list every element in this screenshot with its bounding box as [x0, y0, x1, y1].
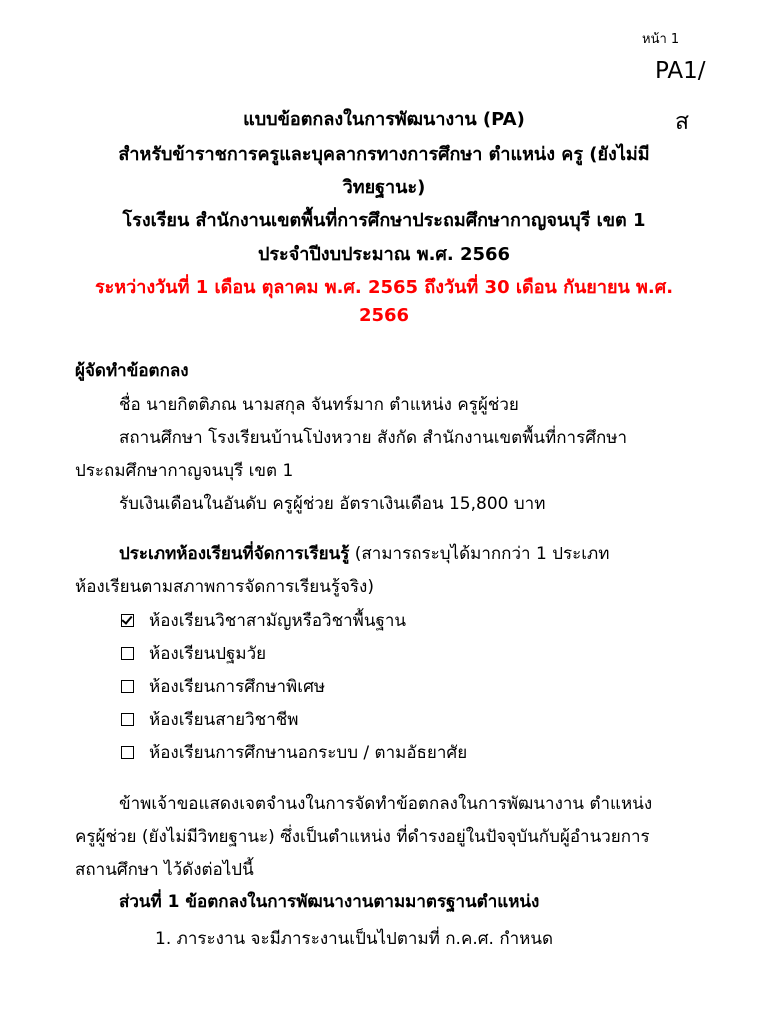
- statement-line-1: ข้าพเจ้าขอแสดงเจตจำนงในการจัดทำข้อตกลงในการพัฒนางาน ตำแหน่ง: [119, 794, 653, 814]
- option-label: ห้องเรียนการศึกษานอกระบบ / ตามอัธยาศัย: [149, 743, 468, 763]
- part-1-title: ส่วนที่ 1 ข้อตกลงในการพัฒนางานตามมาตรฐานตำแหน่ง: [119, 892, 540, 912]
- checkbox-checked-icon[interactable]: [121, 614, 134, 627]
- page-number: หน้า 1: [642, 32, 680, 47]
- heading-line-2: สำหรับข้าราชการครูและบุคลากรทางการศึกษา ตำแหน่ง ครู (ยังไม่มี: [118, 144, 650, 165]
- classroom-type-note: (สามารถระบุได้มากกว่า 1 ประเภท: [349, 544, 610, 564]
- name-line: ชื่อ นายกิตติภณ นามสกุล จันทร์มาก ตำแหน่ง ครูผู้ช่วย: [119, 395, 519, 415]
- heading-line-3: วิทยฐานะ): [342, 177, 426, 198]
- school-line-1: สถานศึกษา โรงเรียนบ้านโป่งหวาย สังกัด สำนักงานเขตพื้นที่การศึกษา: [119, 428, 628, 448]
- classroom-option-non-formal[interactable]: [121, 739, 467, 766]
- classroom-option-special-education[interactable]: [121, 673, 325, 700]
- form-code: PA1/: [655, 58, 706, 84]
- option-label: ห้องเรียนการศึกษาพิเศษ: [149, 677, 326, 697]
- classroom-option-early-childhood[interactable]: [121, 640, 266, 667]
- option-label: ห้องเรียนวิชาสามัญหรือวิชาพื้นฐาน: [149, 611, 407, 631]
- period-line-2: 2566: [358, 305, 410, 326]
- statement-line-2: ครูผู้ช่วย (ยังไม่มีวิทยฐานะ) ซึ่งเป็นตำแหน่ง ที่ดำรงอยู่ในปัจจุบันกับผู้อำนวยการ: [75, 827, 650, 847]
- heading-line-5: ประจำปีงบประมาณ พ.ศ. 2566: [257, 244, 511, 265]
- school-line-2: ประถมศึกษากาญจนบุรี เขต 1: [75, 461, 294, 481]
- classroom-type-note-line-2: ห้องเรียนตามสภาพการจัดการเรียนรู้จริง): [75, 577, 374, 597]
- statement-line-3: สถานศึกษา ไว้ดังต่อไปนี้: [75, 860, 254, 880]
- checkbox-empty-icon[interactable]: [121, 713, 134, 726]
- classroom-type-title: ประเภทห้องเรียนที่จัดการเรียนรู้: [119, 544, 350, 564]
- part-1-item-1: 1. ภาระงาน จะมีภาระงานเป็นไปตามที่ ก.ค.ศ. กำหนด: [155, 929, 554, 949]
- period-line-1: ระหว่างวันที่ 1 เดือน ตุลาคม พ.ศ. 2565 ถึงวันที่ 30 เดือน กันยายน พ.ศ.: [94, 277, 674, 298]
- option-label: ห้องเรียนสายวิชาชีพ: [149, 710, 299, 730]
- heading-line-1: แบบข้อตกลงในการพัฒนางาน (PA): [243, 109, 525, 130]
- heading-line-4: โรงเรียน สำนักงานเขตพื้นที่การศึกษาประถมศึกษากาญจนบุรี เขต 1: [122, 210, 646, 231]
- checkbox-empty-icon[interactable]: [121, 680, 134, 693]
- classroom-option-vocational[interactable]: [121, 706, 299, 733]
- checkbox-empty-icon[interactable]: [121, 647, 134, 660]
- form-code-suffix: ส: [675, 109, 690, 135]
- agreement-maker-title: ผู้จัดทำข้อตกลง: [75, 361, 189, 381]
- option-label: ห้องเรียนปฐมวัย: [149, 644, 267, 664]
- checkbox-empty-icon[interactable]: [121, 746, 134, 759]
- classroom-type-heading: [119, 540, 609, 567]
- classroom-option-general[interactable]: [121, 607, 406, 634]
- salary-line: รับเงินเดือนในอันดับ ครูผู้ช่วย อัตราเงินเดือน 15,800 บาท: [119, 494, 546, 514]
